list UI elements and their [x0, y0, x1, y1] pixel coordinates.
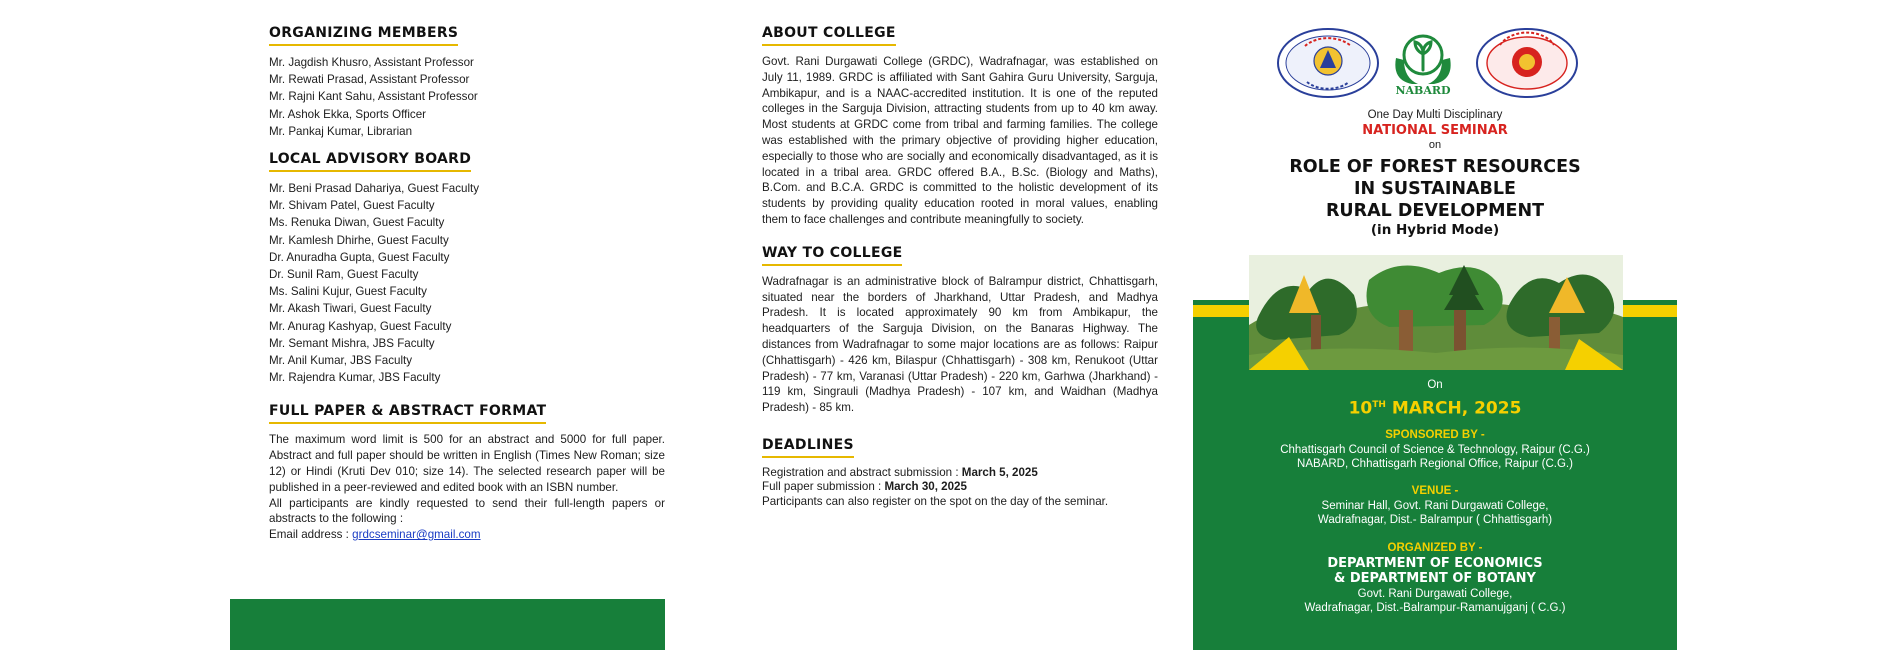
- college-line-1: Govt. Rani Durgawati College,: [1357, 587, 1513, 600]
- paper-deadline: [762, 480, 1158, 494]
- organizing-member: Mr. Rewati Prasad, Assistant Professor: [269, 73, 470, 87]
- email-line: [269, 527, 665, 543]
- left-green-band: [230, 599, 665, 650]
- sponsor-2: NABARD, Chhattisgarh Regional Office, Raipur (C.G.): [1297, 458, 1573, 471]
- event-date-day: 10: [1348, 398, 1373, 419]
- paper-deadline-label: Full paper submission :: [762, 480, 882, 494]
- organized-block: [1193, 541, 1677, 615]
- about-college-heading: ABOUT COLLEGE: [762, 25, 896, 46]
- advisory-member: Mr. Anil Kumar, JBS Faculty: [269, 354, 413, 368]
- paper-format-heading: FULL PAPER & ABSTRACT FORMAT: [269, 403, 546, 424]
- deadlines-heading: DEADLINES: [762, 437, 854, 458]
- advisory-member: Dr. Sunil Ram, Guest Faculty: [269, 268, 419, 282]
- way-to-college-text: Wadrafnagar is an administrative block of Balrampur district, Chhattisgarh, situated near the borders of Jharkhand, Uttar Pradesh, and Madhya Pradesh. It is located approximately 90 km from Ambikapur, the headquarters of the Sarguja Division, on the Banaras Highway. The distances from Wadrafnagar to some major locations are as follows: Raipur (Chhattisgarh) - 426 km, Bilaspur (Chhattisgarh) - 308 km, Renukoot (Uttar Pradesh) - 77 km, Varanasi (Uttar Pradesh) - 220 km, Garhwa (Jharkhand) - 119 km, Singrauli (Madhya Pradesh) - 107 km, and Waidhan (Madhya Pradesh) - 85 km.: [762, 274, 1158, 415]
- department-line-2: & DEPARTMENT OF BOTANY: [1334, 571, 1536, 587]
- seminar-title-line-1: ROLE OF FOREST RESOURCES: [1289, 157, 1581, 177]
- brochure-cover: [1193, 0, 1677, 650]
- venue-heading: VENUE -: [1411, 484, 1459, 497]
- paper-format-text: The maximum word limit is 500 for an abstract and 5000 for full paper. Abstract and full paper should be written in English (Times New Roman; size 12) or Hindi (Kruti Dev 010; size 14). The selected research paper will be published in a peer-reviewed and edited book with an ISBN number.: [269, 433, 665, 494]
- registration-deadline-date: March 5, 2025: [961, 465, 1038, 479]
- yellow-band-left: [1193, 305, 1249, 317]
- organizing-members-heading: ORGANIZING MEMBERS: [269, 25, 458, 46]
- advisory-member: Mr. Semant Mishra, JBS Faculty: [269, 336, 435, 350]
- on-date-label: On: [1427, 379, 1443, 391]
- advisory-member: Mr. Anurag Kashyap, Guest Faculty: [269, 319, 452, 333]
- registration-deadline: [762, 466, 1158, 480]
- department-line-1: DEPARTMENT OF ECONOMICS: [1327, 555, 1543, 571]
- way-to-college-heading: WAY TO COLLEGE: [762, 245, 902, 266]
- advisory-member: Mr. Shivam Patel, Guest Faculty: [269, 199, 435, 213]
- college-line-2: Wadrafnagar, Dist.-Balrampur-Ramanujganj ( C.G.): [1304, 601, 1566, 614]
- seminar-title: [1193, 156, 1677, 222]
- spot-registration-note: Participants can also register on the spot on the day of the seminar.: [762, 494, 1109, 508]
- organizing-member: Mr. Ashok Ekka, Sports Officer: [269, 107, 427, 121]
- advisory-member: Dr. Anuradha Gupta, Guest Faculty: [269, 250, 450, 264]
- paper-deadline-date: March 30, 2025: [884, 480, 967, 494]
- sponsored-block: [1193, 428, 1677, 472]
- hybrid-mode-label: (in Hybrid Mode): [1370, 222, 1500, 238]
- left-column: [269, 0, 665, 543]
- nabard-label: NABARD: [1395, 84, 1451, 97]
- college-seal-icon: [1476, 28, 1578, 98]
- seminar-heading-block: [1193, 108, 1677, 239]
- event-date: [1193, 392, 1677, 422]
- seminar-title-line-3: RURAL DEVELOPMENT: [1325, 201, 1545, 221]
- email-label: Email address :: [269, 528, 349, 542]
- venue-block: [1193, 484, 1677, 528]
- advisory-member: Mr. Beni Prasad Dahariya, Guest Faculty: [269, 182, 480, 196]
- advisory-board-list: [269, 180, 665, 386]
- advisory-member: Mr. Akash Tiwari, Guest Faculty: [269, 302, 432, 316]
- submission-request-text: All participants are kindly requested to send their full-length papers or abstracts to the following :: [269, 496, 665, 526]
- forest-illustration: [1249, 255, 1623, 370]
- seminar-subtitle: One Day Multi Disciplinary: [1367, 109, 1503, 121]
- local-advisory-board-heading: LOCAL ADVISORY BOARD: [269, 151, 471, 172]
- event-date-month-year: MARCH, 2025: [1391, 398, 1522, 419]
- organizing-member: Mr. Rajni Kant Sahu, Assistant Professor: [269, 90, 478, 104]
- event-date-suffix: TH: [1372, 400, 1386, 410]
- on-label: on: [1428, 139, 1442, 151]
- venue-line-2: Wadrafnagar, Dist.- Balrampur ( Chhattisgarh): [1317, 514, 1553, 527]
- registration-deadline-label: Registration and abstract submission :: [762, 465, 959, 479]
- about-college-text: Govt. Rani Durgawati College (GRDC), Wadrafnagar, was established on July 11, 1989. GRDC is affiliated with Sant Gahira Guru University, Sarguja, Ambikapur, and is a NAAC-accredited institution. It is one of the reputed colleges in the Sarguja Division, attracting students from up to 40 km away. Most students at GRDC come from tribal and farming families. The college was established with the primary objective of providing higher education, especially to those who are socially and economically disadvantaged, as it is located in a tribal area. GRDC offered B.A., B.Sc. (Biology and Maths), B.Com. and B.C.A. GRDC is committed to the holistic development of its students by providing quality education rooted in moral values, enabling them to face challenges and contribute meaningfully to society.: [762, 55, 1158, 226]
- advisory-member: Ms. Salini Kujur, Guest Faculty: [269, 285, 427, 299]
- sponsored-by-heading: SPONSORED BY -: [1385, 428, 1485, 441]
- sponsor-1: Chhattisgarh Council of Science & Technology, Raipur (C.G.): [1280, 443, 1590, 456]
- organizing-members-list: [269, 54, 665, 140]
- event-details: [1193, 378, 1677, 615]
- advisory-member: Mr. Kamlesh Dhirhe, Guest Faculty: [269, 233, 449, 247]
- advisory-member: Ms. Renuka Diwan, Guest Faculty: [269, 216, 445, 230]
- middle-column: [762, 0, 1158, 509]
- organized-by-heading: ORGANIZED BY -: [1387, 541, 1483, 554]
- venue-line-1: Seminar Hall, Govt. Rani Durgawati College,: [1321, 499, 1549, 512]
- science-council-seal-icon: [1277, 28, 1379, 98]
- yellow-band-right: [1623, 305, 1677, 317]
- seminar-title-line-2: IN SUSTAINABLE: [1354, 179, 1516, 199]
- email-link[interactable]: grdcseminar@gmail.com: [352, 528, 481, 542]
- advisory-member: Mr. Rajendra Kumar, JBS Faculty: [269, 371, 441, 385]
- organizing-member: Mr. Jagdish Khusro, Assistant Professor: [269, 56, 474, 69]
- organizing-member: Mr. Pankaj Kumar, Librarian: [269, 124, 413, 138]
- national-seminar-label: NATIONAL SEMINAR: [1362, 123, 1508, 138]
